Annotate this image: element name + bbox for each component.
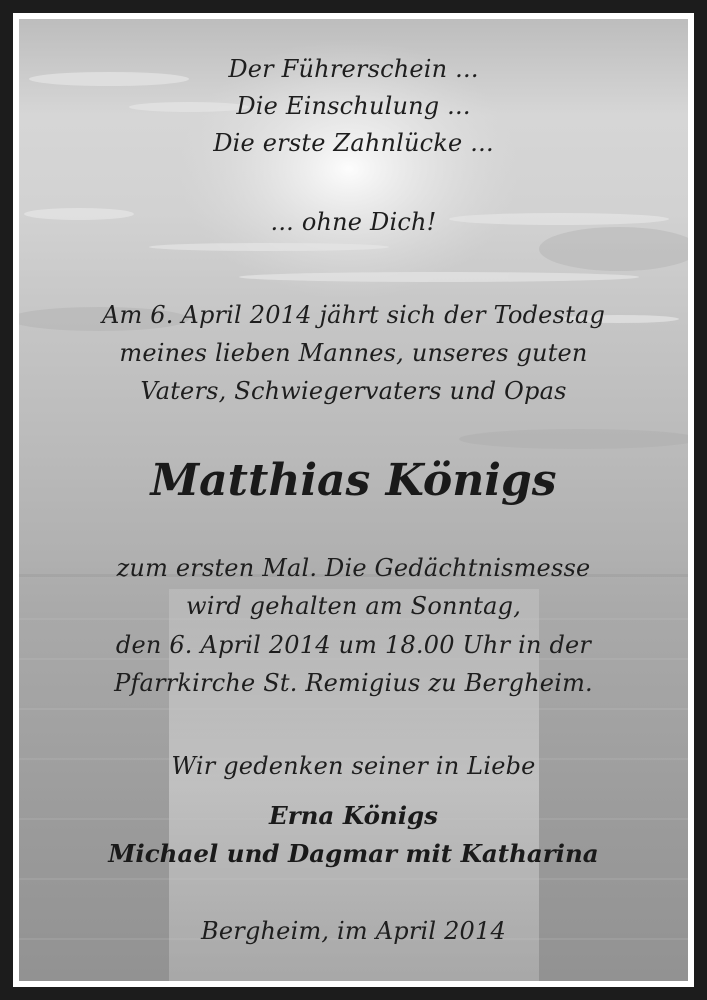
service-line-1: zum ersten Mal. Die Gedächtnismesse <box>116 554 591 582</box>
place-date: Bergheim, im April 2014 <box>201 917 506 945</box>
poem-line-3: Die erste Zahnlücke ... <box>213 129 494 157</box>
obituary-text <box>19 19 688 981</box>
service-line-2: wird gehalten am Sonntag, <box>185 592 522 620</box>
poem-line-4: ... ohne Dich! <box>270 208 437 236</box>
service-line-4: Pfarrkirche St. Remigius zu Bergheim. <box>114 669 593 697</box>
announcement-line-3: Vaters, Schwiegervaters und Opas <box>140 377 567 405</box>
poem-line-2: Die Einschulung ... <box>236 92 471 120</box>
announcement-line-2: meines lieben Mannes, unseres guten <box>119 339 588 367</box>
poem-line-1: Der Führerschein ... <box>228 55 479 83</box>
announcement-line-1: Am 6. April 2014 jährt sich der Todestag <box>101 301 606 329</box>
remembrance-line: Wir gedenken seiner in Liebe <box>171 752 536 780</box>
deceased-name: Matthias Königs <box>150 455 557 506</box>
service-line-3: den 6. April 2014 um 18.00 Uhr in der <box>115 631 592 659</box>
signer-line-2: Michael und Dagmar mit Katharina <box>108 839 599 868</box>
signer-line-1: Erna Königs <box>269 801 438 830</box>
